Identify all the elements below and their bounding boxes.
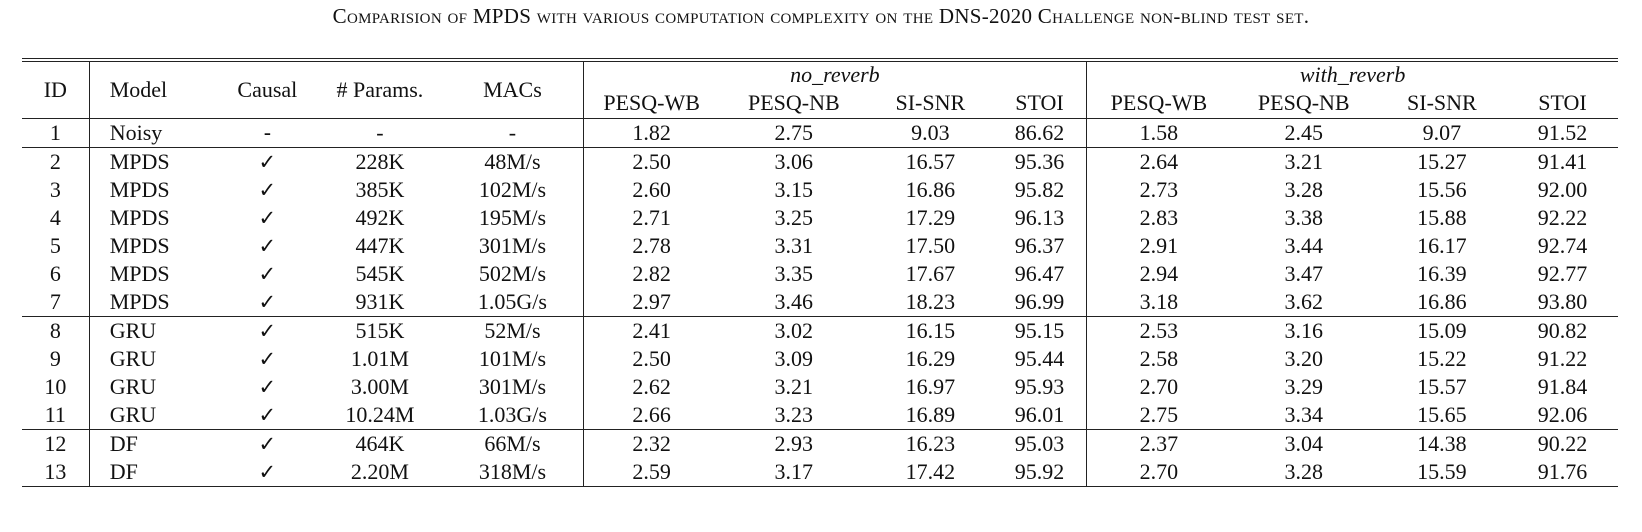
cell-metric: 15.22 [1417,346,1467,371]
cell-metric: 16.86 [905,177,956,202]
cell-id: 10 [44,374,67,399]
header-macs: MACs [442,60,583,119]
cell-macs: 1.05G/s [477,289,547,314]
cell-params: 447K [355,233,405,258]
cell-macs: 101M/s [478,346,547,371]
cell-params: 545K [355,261,405,286]
cell-metric: 3.46 [774,289,814,314]
cell-metric: 2.73 [1087,176,1231,204]
cell-metric: 2.66 [583,401,720,430]
cell-metric: 3.20 [1284,346,1323,371]
cell-metric: 3.28 [1231,458,1377,487]
cell-metric: 2.78 [583,232,720,260]
cell-metric: 3.23 [774,402,814,427]
cell-macs: 1.03G/s [477,402,547,427]
cell-metric: 3.25 [774,205,814,230]
cell-metric: 15.88 [1417,205,1467,230]
cell-metric: 15.57 [1417,374,1467,399]
cell-metric: 2.94 [1087,260,1231,288]
cell-causal: ✓ [258,290,277,314]
table-row [22,317,1618,346]
cell-metric: 90.82 [1507,317,1618,346]
cell-metric: 9.07 [1377,119,1507,148]
cell-params: - [317,119,442,148]
cell-model: GRU [89,317,217,346]
cell-model: MPDS [89,176,217,204]
cell-model: GRU [89,401,217,430]
cell-metric: 1.82 [583,119,720,148]
cell-metric: 96.99 [1014,289,1065,314]
table-row [22,430,1618,459]
cell-metric: 15.09 [1377,317,1507,346]
cell-metric: 16.57 [868,148,993,177]
cell-metric: 92.22 [1537,205,1588,230]
cell-macs: 318M/s [442,458,583,487]
cell-metric: 91.52 [1507,119,1618,148]
cell-metric: 2.41 [583,317,720,346]
cell-macs: 195M/s [478,205,547,230]
cell-model: GRU [89,373,217,401]
cell-metric: 18.23 [905,289,956,314]
cell-metric: 3.31 [774,233,814,258]
cell-metric: 17.29 [905,205,956,230]
cell-model: MPDS [89,232,217,260]
cell-metric: 16.97 [905,374,956,399]
table-row [22,260,1618,288]
table-row [22,288,1618,317]
header-metric: PESQ-NB [747,90,840,115]
cell-params: 492K [355,205,405,230]
header-causal: Causal [217,60,317,119]
cell-metric: 3.06 [720,148,868,177]
cell-metric: 91.84 [1537,374,1588,399]
cell-params: 2.20M [317,458,442,487]
cell-params: 515K [317,317,442,346]
header-row-1 [22,60,1618,88]
cell-metric: 2.37 [1087,430,1231,459]
header-group-with-reverb: with_reverb [1087,60,1618,88]
cell-metric: 96.47 [1014,261,1065,286]
cell-metric: 96.37 [1014,233,1065,258]
cell-model: MPDS [89,204,217,232]
cell-metric: 2.64 [1087,148,1231,177]
cell-id: 8 [22,317,89,346]
header-metric: PESQ-NB [1257,90,1350,115]
cell-macs: 301M/s [478,233,547,258]
cell-metric: 2.97 [583,288,720,317]
cell-metric: 2.82 [583,260,720,288]
cell-metric: 16.23 [868,430,993,459]
table-row [22,401,1618,430]
table-caption: Comparision of MPDS with various computation complexity on the DNS-2020 Challenge non-blind test set. [332,4,1310,28]
cell-metric: 17.67 [905,261,956,286]
cell-id: 13 [22,458,89,487]
cell-metric: 3.16 [1231,317,1377,346]
cell-params: 931K [355,289,405,314]
cell-metric: 3.47 [1284,261,1323,286]
table-row [22,204,1618,232]
cell-metric: 96.01 [1014,402,1065,427]
cell-metric: 2.62 [583,373,720,401]
cell-causal: ✓ [258,206,277,230]
cell-metric: 2.93 [720,430,868,459]
cell-metric: 2.59 [583,458,720,487]
header-metric: STOI [1015,90,1064,115]
cell-metric: 3.34 [1284,402,1323,427]
cell-metric: 96.13 [1014,205,1065,230]
header-model: Model [89,60,217,119]
cell-causal: ✓ [217,148,317,177]
cell-metric: 95.92 [993,458,1087,487]
header-metric: PESQ-WB [1087,88,1231,119]
cell-metric: 2.71 [583,204,720,232]
cell-model: DF [89,430,217,459]
table-row [22,148,1618,177]
table-row [22,232,1618,260]
header-metric: STOI [1538,90,1587,115]
cell-params: 10.24M [345,402,415,427]
cell-model: DF [89,458,217,487]
cell-causal: ✓ [258,375,277,399]
cell-params: 228K [317,148,442,177]
cell-metric: 92.74 [1537,233,1588,258]
cell-metric: 3.04 [1231,430,1377,459]
cell-metric: 9.03 [868,119,993,148]
cell-metric: 2.32 [583,430,720,459]
cell-causal: ✓ [258,234,277,258]
cell-metric: 3.18 [1087,288,1231,317]
cell-metric: 92.77 [1537,261,1588,286]
cell-metric: 15.59 [1377,458,1507,487]
cell-metric: 2.53 [1087,317,1231,346]
cell-macs: - [442,119,583,148]
cell-metric: 1.58 [1087,119,1231,148]
cell-metric: 3.21 [774,374,814,399]
cell-model: MPDS [89,148,217,177]
cell-id: 7 [49,289,61,314]
cell-metric: 95.36 [993,148,1087,177]
cell-metric: 90.22 [1507,430,1618,459]
table-row [22,176,1618,204]
header-metric: SI-SNR [895,90,966,115]
cell-metric: 3.15 [774,177,814,202]
cell-metric: 3.21 [1231,148,1377,177]
cell-params: 1.01M [350,346,409,371]
cell-metric: 2.75 [1087,401,1231,430]
header-metric: SI-SNR [1407,90,1477,115]
cell-metric: 17.42 [868,458,993,487]
cell-metric: 15.65 [1417,402,1467,427]
cell-metric: 16.86 [1417,289,1467,314]
cell-metric: 3.44 [1284,233,1323,258]
cell-metric: 2.50 [583,148,720,177]
cell-metric: 16.15 [868,317,993,346]
cell-metric: 15.27 [1377,148,1507,177]
cell-metric: 3.38 [1284,205,1323,230]
cell-macs: 52M/s [442,317,583,346]
cell-metric: 91.76 [1507,458,1618,487]
cell-metric: 16.17 [1417,233,1467,258]
cell-macs: 102M/s [478,177,547,202]
header-metric: PESQ-WB [583,88,720,119]
header-id: ID [22,60,89,119]
cell-metric: 95.82 [1014,177,1065,202]
cell-causal: ✓ [258,403,277,427]
cell-metric: 86.62 [993,119,1087,148]
cell-metric: 95.44 [1014,346,1065,371]
cell-id: 5 [49,233,61,258]
cell-macs: 502M/s [478,261,547,286]
cell-metric: 2.83 [1087,204,1231,232]
cell-metric: 2.58 [1087,345,1231,373]
cell-metric: 3.29 [1284,374,1323,399]
table-body [22,119,1618,487]
cell-metric: 16.29 [905,346,956,371]
cell-model: MPDS [89,260,217,288]
cell-macs: 66M/s [442,430,583,459]
cell-id: 1 [22,119,89,148]
cell-causal: ✓ [258,347,277,371]
cell-causal: ✓ [217,430,317,459]
cell-causal: ✓ [258,262,277,286]
table-row [22,458,1618,487]
cell-id: 2 [22,148,89,177]
cell-metric: 14.38 [1377,430,1507,459]
cell-metric: 2.75 [720,119,868,148]
cell-metric: 2.70 [1087,458,1231,487]
cell-metric: 3.09 [774,346,814,371]
cell-metric: 95.93 [1014,374,1065,399]
cell-id: 3 [49,177,61,202]
header-params: # Params. [317,60,442,119]
table-row [22,345,1618,373]
cell-metric: 95.15 [993,317,1087,346]
cell-metric: 2.60 [583,176,720,204]
cell-metric: 92.06 [1537,402,1588,427]
cell-metric: 91.22 [1537,346,1588,371]
cell-id: 9 [49,346,61,371]
cell-model: Noisy [89,119,217,148]
cell-metric: 91.41 [1507,148,1618,177]
cell-metric: 93.80 [1537,289,1588,314]
cell-macs: 301M/s [478,374,547,399]
cell-params: 464K [317,430,442,459]
cell-causal: ✓ [217,458,317,487]
cell-id: 6 [49,261,61,286]
cell-metric: 2.50 [583,345,720,373]
cell-metric: 3.28 [1284,177,1323,202]
cell-id: 4 [49,205,61,230]
cell-metric: 15.56 [1417,177,1467,202]
cell-metric: 16.39 [1417,261,1467,286]
cell-macs: 48M/s [442,148,583,177]
cell-metric: 92.00 [1537,177,1588,202]
cell-metric: 2.70 [1087,373,1231,401]
table-row [22,119,1618,148]
table-row [22,373,1618,401]
cell-metric: 95.03 [993,430,1087,459]
cell-id: 11 [44,402,66,427]
cell-params: 385K [355,177,405,202]
cell-model: GRU [89,345,217,373]
cell-metric: 3.62 [1284,289,1323,314]
cell-metric: 17.50 [905,233,956,258]
cell-causal: ✓ [258,178,277,202]
cell-id: 12 [22,430,89,459]
cell-metric: 3.02 [720,317,868,346]
cell-params: 3.00M [350,374,409,399]
cell-metric: 2.45 [1231,119,1377,148]
cell-metric: 16.89 [905,402,956,427]
results-table [22,58,1618,487]
cell-causal: ✓ [217,317,317,346]
cell-metric: 2.91 [1087,232,1231,260]
cell-model: MPDS [89,288,217,317]
cell-causal: - [217,119,317,148]
cell-metric: 3.35 [774,261,814,286]
header-group-no-reverb: no_reverb [583,60,1087,88]
cell-metric: 3.17 [720,458,868,487]
